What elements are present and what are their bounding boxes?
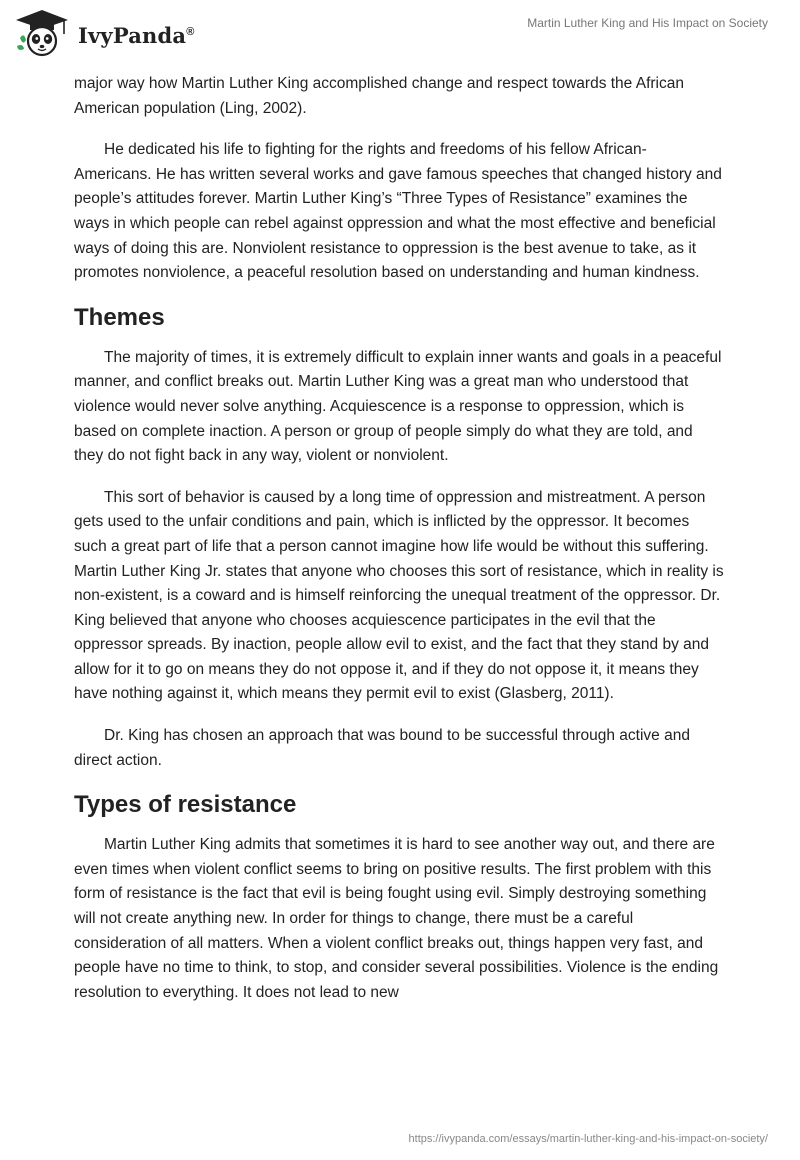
paragraph: The majority of times, it is extremely difficult to explain inner wants and goals in a peaceful manner, and conflict breaks out. Martin Luther King was a great man who understood that violence would never solve anything. Acquiescence is a response to oppression, which is based on complete inaction. A person or group of people simply do what they are told, and they do not fight back in any way, violent or nonviolent. bbox=[74, 348, 722, 465]
paragraph: This sort of behavior is caused by a long time of oppression and mistreatment. A person gets used to the unfair conditions and pain, which is inflicted by the oppressor. It becomes such a great part of life that a person cannot imagine how life would be without this suffering. Martin Luther King Jr. states that anyone who chooses this sort of resistance, which in reality is non-existent, is a coward and is himself reinforcing the unequal treatment of the oppressor. Dr. King believed that anyone who chooses acquiescence participates in the evil that the oppressor spreads. By inaction, people allow evil to exist, and the fact that they stand by and allow for it to go on means they do not oppose it, and if they do not oppose it, it means they have nothing against it, which means they permit evil to exist (Glasberg, 2011). bbox=[74, 488, 724, 703]
paragraph: Martin Luther King admits that sometimes it is hard to see another way out, and there are even times when violent conflict seems to bring on positive results. The first problem with this form of resistance is the fact that evil is being fought using evil. Simply destroying something will not create anything new. In order for things to change, there must be a careful consideration of all matters. When a violent conflict breaks out, things happen very fast, and people have no time to think, to stop, and consider several possibilities. Violence is the ending resolution to everything. It does not lead to new bbox=[74, 836, 719, 1001]
document-title: Martin Luther King and His Impact on Society bbox=[527, 16, 768, 30]
paragraph: He dedicated his life to fighting for the rights and freedoms of his fellow African-Americans. He has written several works and gave famous speeches that changed history and people’s attitudes forever. Martin Luther King’s “Three Types of Resistance” examines the ways in which people can rebel against oppression and what the most effective and beneficial ways of doing this are. Nonviolent resistance to oppression is the best avenue to take, as it promotes nonviolence, a peaceful resolution based on understanding and human kindness. bbox=[74, 141, 722, 282]
page-header bbox=[0, 0, 800, 70]
source-url[interactable]: https://ivypanda.com/essays/martin-luther-king-and-his-impact-on-society/ bbox=[408, 1133, 768, 1145]
panda-graduate-icon bbox=[14, 8, 70, 58]
section-heading-types-of-resistance: Types of resistance bbox=[74, 791, 297, 819]
registered-mark: ® bbox=[186, 26, 195, 38]
ivypanda-logo[interactable] bbox=[14, 8, 214, 58]
paragraph: Dr. King has chosen an approach that was bound to be successful through active and direct action. bbox=[74, 727, 690, 769]
logo-name: IvyPanda bbox=[78, 23, 187, 48]
logo-wordmark bbox=[78, 23, 195, 48]
paragraph-continued: major way how Martin Luther King accomplished change and respect towards the African American population (Ling, 2002). bbox=[74, 75, 684, 117]
essay-body bbox=[74, 72, 724, 1022]
section-heading-themes: Themes bbox=[74, 303, 165, 331]
